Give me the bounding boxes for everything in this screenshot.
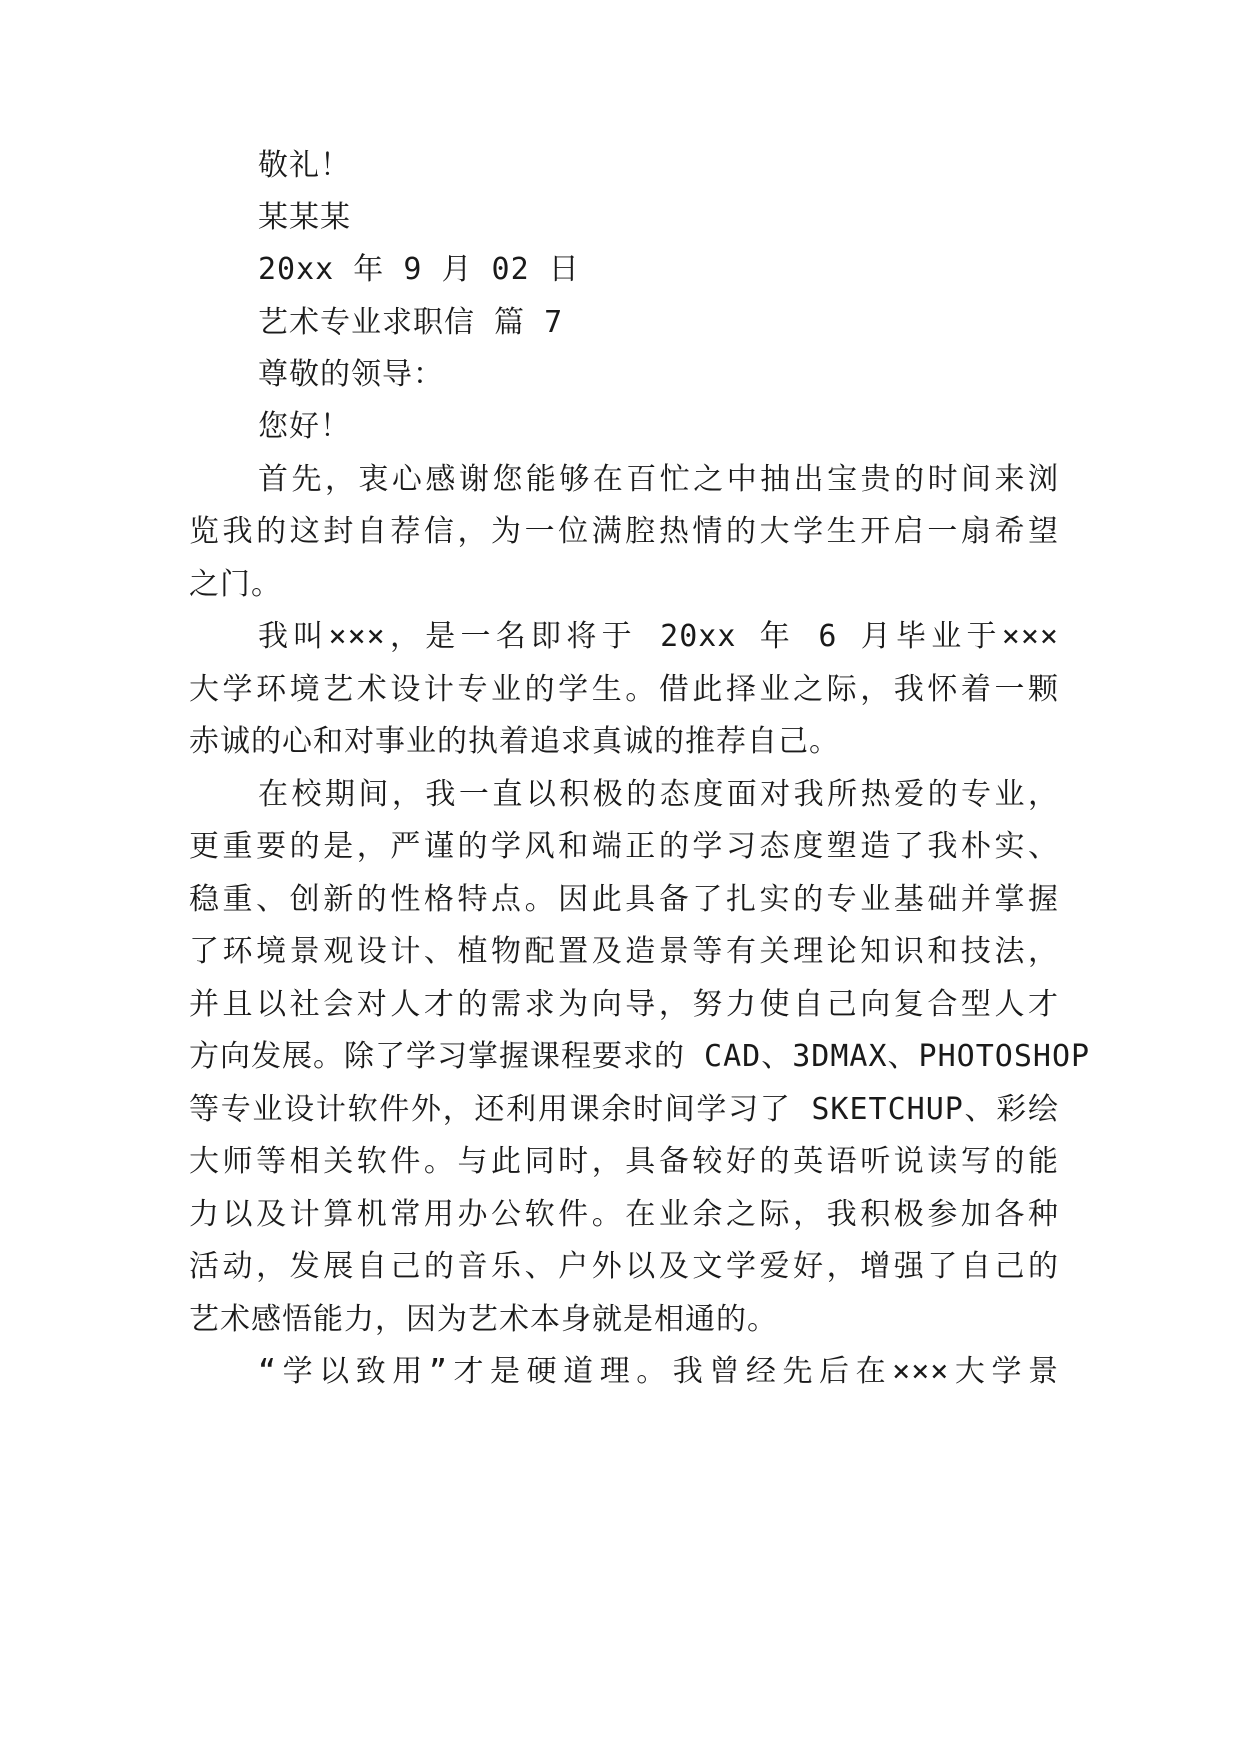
body-line: 赤诚的心和对事业的执着追求真诚的推荐自己。	[189, 724, 840, 759]
body-line: 大学环境艺术设计专业的学生。借此择业之际，我怀着一颗	[189, 672, 1059, 707]
body-line: 更重要的是，严谨的学风和端正的学习态度塑造了我朴实、	[189, 829, 1059, 864]
closing-salute: 敬礼！	[258, 148, 351, 183]
body-line: 我叫×××，是一名即将于 20xx 年 6 月毕业于×××	[258, 619, 1059, 654]
body-line: 活动，发展自己的音乐、户外以及文学爱好，增强了自己的	[189, 1249, 1059, 1284]
greeting: 尊敬的领导：	[258, 357, 444, 392]
body-line: 之门。	[189, 567, 282, 602]
body-line: 在校期间，我一直以积极的态度面对我所热爱的专业，	[258, 777, 1059, 812]
body-line: 并且以社会对人才的需求为向导，努力使自己向复合型人才	[189, 987, 1059, 1022]
body-line: 方向发展。除了学习掌握课程要求的 CAD、3DMAX、PHOTOSHOP	[189, 1039, 1091, 1074]
body-line: 大师等相关软件。与此同时，具备较好的英语听说读写的能	[189, 1144, 1059, 1179]
body-line: 等专业设计软件外，还利用课余时间学习了 SKETCHUP、彩绘	[189, 1092, 1059, 1127]
body-line: 了环境景观设计、植物配置及造景等有关理论知识和技法，	[189, 934, 1059, 969]
body-line: 艺术感悟能力，因为艺术本身就是相通的。	[189, 1302, 778, 1337]
body-line: 首先，衷心感谢您能够在百忙之中抽出宝贵的时间来浏	[258, 462, 1059, 497]
body-line: 力以及计算机常用办公软件。在业余之际，我积极参加各种	[189, 1197, 1059, 1232]
hello-line: 您好！	[258, 409, 351, 444]
letter-date: 20xx 年 9 月 02 日	[258, 252, 580, 287]
body-line: “学以致用”才是硬道理。我曾经先后在×××大学景	[258, 1354, 1059, 1389]
body-line: 稳重、创新的性格特点。因此具备了扎实的专业基础并掌握	[189, 882, 1059, 917]
signature: 某某某	[258, 200, 351, 235]
section-heading: 艺术专业求职信 篇 7	[258, 305, 564, 340]
body-line: 览我的这封自荐信，为一位满腔热情的大学生开启一扇希望	[189, 514, 1059, 549]
